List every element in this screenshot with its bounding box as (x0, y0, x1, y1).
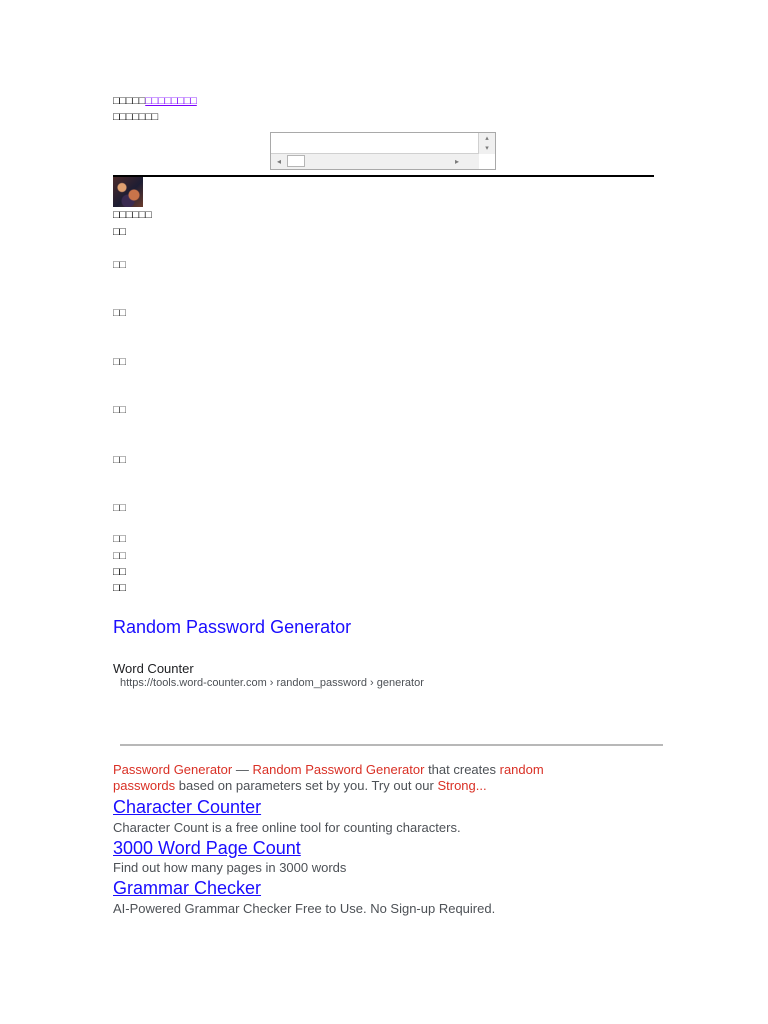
header-line-1-text: □□□□□ (113, 95, 146, 107)
list-item: □□ (113, 356, 126, 368)
sitelink-3000-word-page-count[interactable]: 3000 Word Page Count (113, 838, 301, 858)
bold-label: □□ (113, 226, 126, 238)
divider-black (113, 175, 654, 177)
divider-gray (120, 744, 663, 746)
header-link[interactable]: □□□□□□□□ (145, 95, 197, 107)
snippet-highlight: random passwords (113, 762, 544, 793)
result-title-link[interactable]: Random Password Generator (113, 617, 352, 637)
horizontal-scrollbar[interactable] (271, 153, 479, 169)
sitelink-description: Character Count is a free online tool for counting characters. (113, 820, 461, 835)
sitelink-description: AI-Powered Grammar Checker Free to Use. No Sign-up Required. (113, 901, 496, 916)
header-line-1 (113, 94, 197, 108)
scroll-left-icon[interactable]: ◂ (276, 157, 281, 166)
snippet-highlight: Password Generator (113, 762, 233, 777)
snippet-highlight: Strong (437, 778, 476, 793)
result-url[interactable]: https://tools.word-counter.com › random_password › generator (120, 677, 424, 689)
snippet-text: — (232, 762, 253, 777)
sitelink-description: Find out how many pages in 3000 words (113, 860, 347, 875)
snippet-text: that creates (424, 762, 500, 777)
list-item: □□ (113, 454, 126, 466)
scroll-down-icon[interactable]: ▾ (485, 145, 489, 152)
list-item: □□ (113, 259, 126, 271)
vertical-scrollbar[interactable] (478, 133, 495, 155)
list-item: □□ (113, 566, 126, 578)
result-snippet (113, 762, 573, 794)
header-line-2: □□□□□□□ (113, 111, 159, 123)
scroll-right-icon[interactable]: ▸ (454, 157, 459, 166)
list-item: □□ (113, 582, 126, 594)
list-item: □□ (113, 550, 126, 562)
result-site-name: Word Counter (113, 661, 194, 676)
scrollable-textbox[interactable] (270, 132, 496, 170)
thumbnail-image[interactable] (113, 177, 143, 207)
list-item: □□ (113, 502, 126, 514)
snippet-text: based on parameters set by you. Try out our (175, 778, 438, 793)
list-item: □□ (113, 307, 126, 319)
snippet-highlight: Random Password Generator (252, 762, 425, 777)
snippet-ellipsis: ... (475, 778, 487, 793)
horizontal-scroll-thumb[interactable] (287, 155, 305, 167)
sitelink-grammar-checker[interactable]: Grammar Checker (113, 878, 262, 898)
image-caption: □□□□□□ (113, 209, 152, 221)
sitelink-character-counter[interactable]: Character Counter (113, 797, 262, 817)
list-item: □□ (113, 404, 126, 416)
list-item: □□ (113, 533, 126, 545)
scrollbar-corner (479, 154, 495, 169)
scroll-up-icon[interactable]: ▴ (485, 135, 489, 142)
